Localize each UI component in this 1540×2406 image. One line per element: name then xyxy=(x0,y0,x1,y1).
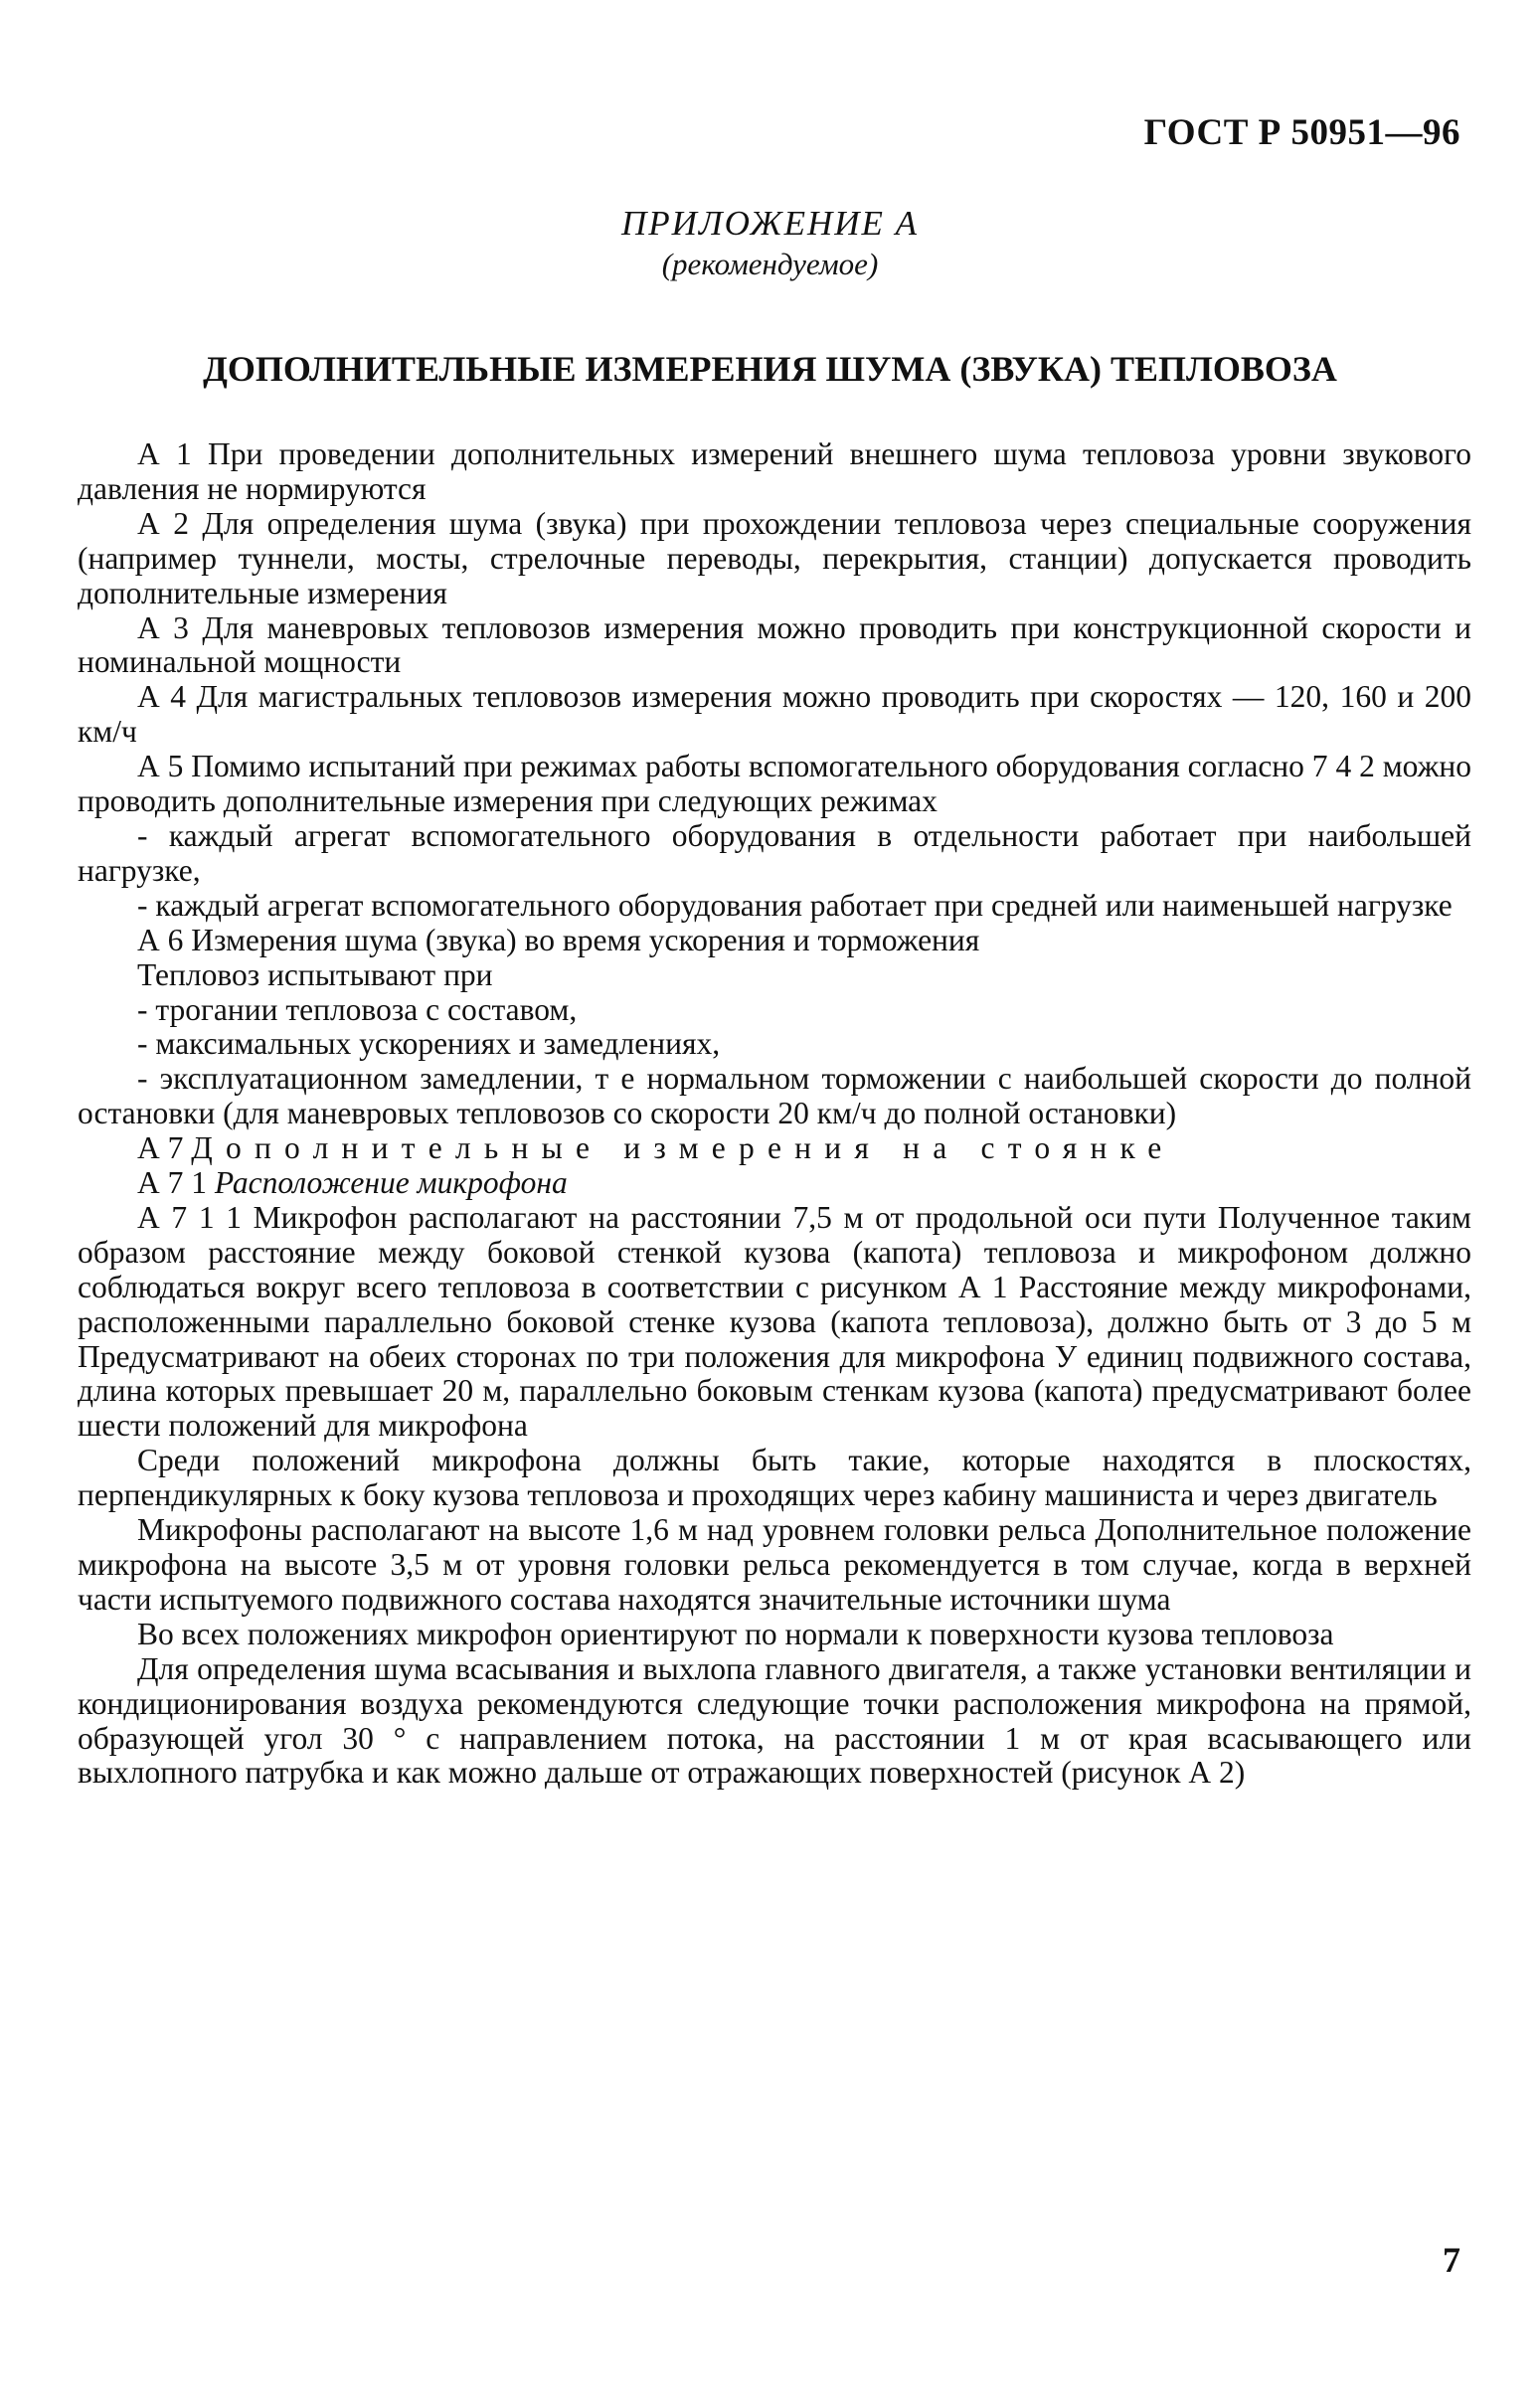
list-item-a5-1: - каждый агрегат вспомогательного оборудования в отдельности работает при наибольшей нагрузке, xyxy=(78,817,1471,888)
paragraph-positions: Среди положений микрофона должны быть такие, которые находятся в плоскостях, перпендикулярных к боку кузова тепловоза и проходящих через кабину машиниста и через двигатель xyxy=(78,1443,1471,1513)
annex-title: ПРИЛОЖЕНИЕ А xyxy=(620,204,920,243)
heading-a71 xyxy=(78,1166,1471,1201)
heading-a71-number: А 7 1 xyxy=(137,1165,207,1201)
paragraph-intake-exhaust: Для определения шума всасывания и выхлопа главного двигателя, а также установки вентиляции и кондиционирования воздуха рекомендуются следующие точки расположения микрофона на прямой, образующей угол 30 ° с направлением потока, на расстоянии 1 м от края всасывающего или выхлопного патрубка и как можно дальше от отражающих поверхностей (рисунок А 2) xyxy=(78,1650,1471,1791)
heading-a71-title: Расположение микрофона xyxy=(214,1165,568,1201)
paragraph-a3: А 3 Для маневровых тепловозов измерения можно проводить при конструкционной скорости и номинальной мощности xyxy=(78,609,1471,680)
body-text xyxy=(78,437,1471,1791)
list-item-a5-2: - каждый агрегат вспомогательного оборудования работает при средней или наименьшей нагрузке xyxy=(137,887,1453,923)
paragraph-a1: А 1 При проведении дополнительных измерений внешнего шума тепловоза уровни звукового давления не нормируются xyxy=(78,436,1471,506)
paragraph-height: Микрофоны располагают на высоте 1,6 м над уровнем головки рельса Дополнительное положение микрофона на высоте 3,5 м от уровня головки рельса рекомендуется в том случае, когда в верхней части испытуемого подвижного состава находятся значительные источники шума xyxy=(78,1512,1471,1617)
list-item-a6-3: - эксплуатационном замедлении, т е нормальном торможении с наибольшей скорости до полной остановки (для маневровых тепловозов со скорости 20 км/ч до полной остановки) xyxy=(78,1061,1471,1131)
paragraph-a4: А 4 Для магистральных тепловозов измерения можно проводить при скоростях — 120, 160 и 200 км/ч xyxy=(78,679,1471,750)
section-title: ДОПОЛНИТЕЛЬНЫЕ ИЗМЕРЕНИЯ ШУМА (ЗВУКА) ТЕПЛОВОЗА xyxy=(203,349,1337,389)
annex-status: (рекомендуемое) xyxy=(661,247,879,281)
paragraph-a6: А 6 Измерения шума (звука) во время ускорения и торможения xyxy=(137,922,980,957)
paragraph-a711: А 7 1 1 Микрофон располагают на расстоянии 7,5 м от продольной оси пути Полученное таким образом расстояние между боковой стенкой кузова (капота) тепловоза и микрофоном должно соблюдаться вокруг всего тепловоза в соответствии с рисунком А 1 Расстояние между микрофонами, расположенными параллельно боковой стенке кузова (капота тепловоза), должно быть от 3 до 5 м Предусматривают на обеих сторонах по три положения для микрофона У единиц подвижного состава, длина которых превышает 20 м, параллельно боковым стенкам кузова (капота) предусматривают более шести положений для микрофона xyxy=(78,1199,1471,1444)
paragraph-orientation: Во всех положениях микрофон ориентируют по нормали к поверхности кузова тепловоза xyxy=(137,1616,1334,1651)
heading-a7-number: А 7 xyxy=(137,1130,184,1166)
heading-a7 xyxy=(78,1131,1471,1166)
list-item-a6-2: - максимальных ускорениях и замедлениях, xyxy=(137,1026,721,1062)
heading-a7-title: Дополнительные измерения на стоянке xyxy=(191,1130,1175,1166)
page-number: 7 xyxy=(1443,2240,1460,2280)
paragraph-a2: А 2 Для определения шума (звука) при прохождении тепловоза через специальные сооружения (например туннели, мосты, стрелочные переводы, перекрытия, станции) допускается проводить дополнительные измерения xyxy=(78,505,1471,610)
standard-number: ГОСТ Р 50951—96 xyxy=(1143,112,1460,153)
paragraph-a6-intro: Тепловоз испытывают при xyxy=(137,956,493,992)
list-item-a6-1: - трогании тепловоза с составом, xyxy=(137,991,578,1027)
paragraph-a5: А 5 Помимо испытаний при режимах работы вспомогательного оборудования согласно 7 4 2 можно проводить дополнительные измерения при следующих режимах xyxy=(78,749,1471,819)
